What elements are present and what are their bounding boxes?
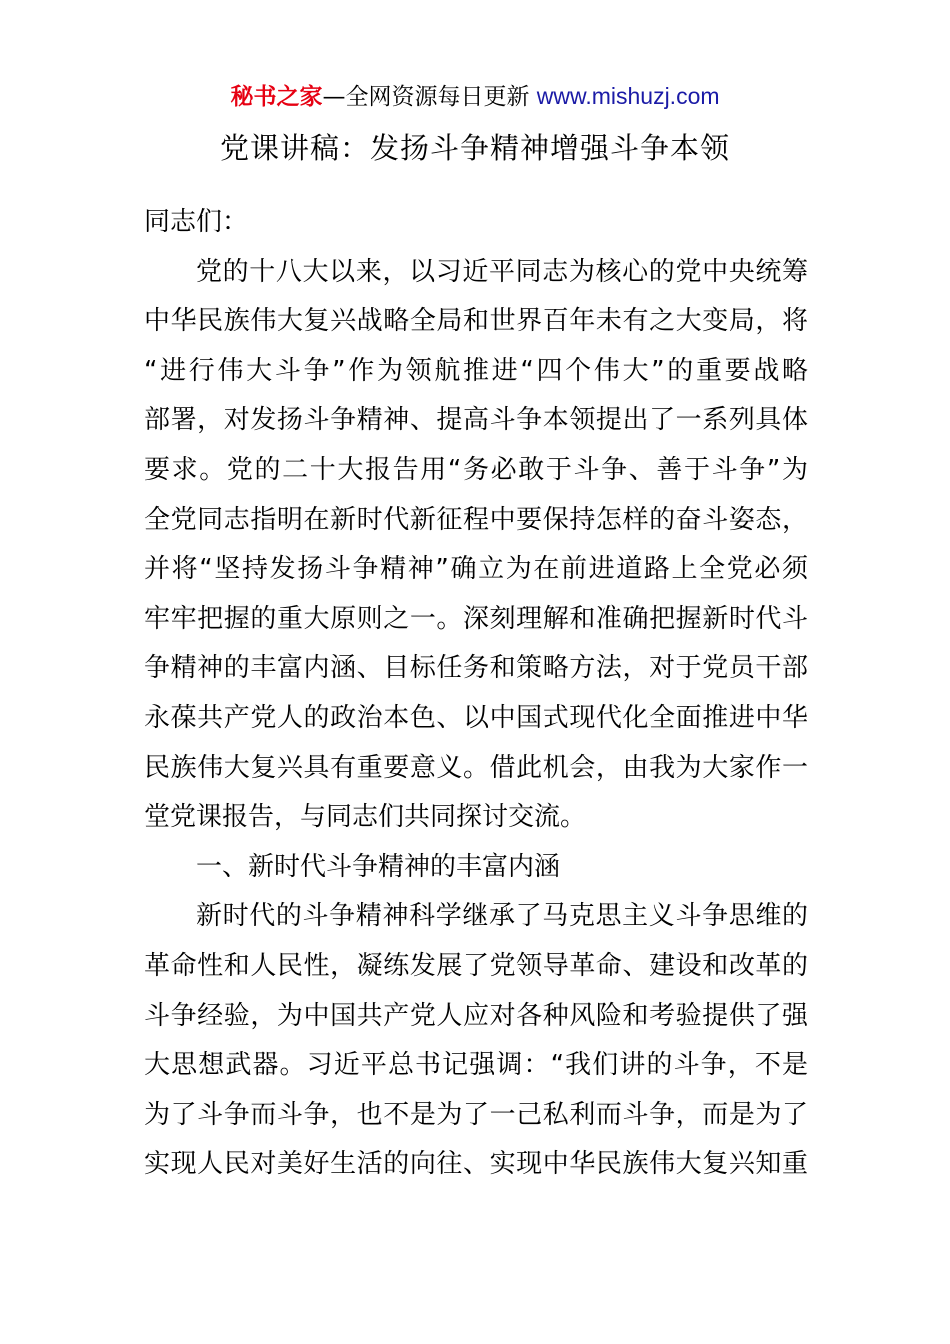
site-header [0,80,950,113]
text-line: 斗争经验，为中国共产党人应对各种风险和考验提供了强 [144,1000,808,1031]
site-url-link[interactable]: www.mishuzj.com [536,83,720,109]
text-line: 堂党课报告，与同志们共同探讨交流。 [144,802,587,833]
text-line: 部署，对发扬斗争精神、提高斗争本领提出了一系列具体 [144,405,808,436]
document-title: 党课讲稿：发扬斗争精神增强斗争本领 [219,131,730,165]
document-body [144,198,808,1190]
text-line: 党的十八大以来，以习近平同志为核心的党中央统筹 [196,256,808,287]
text-line: 新时代的斗争精神科学继承了马克思主义斗争思维的 [196,901,808,932]
section-heading: 一、新时代斗争精神的丰富内涵 [196,851,561,882]
text-line: 全党同志指明在新时代新征程中要保持怎样的奋斗姿态， [144,504,808,535]
salutation: 同志们： [144,207,249,237]
text-line: 实现人民对美好生活的向往、实现中华民族伟大复兴知重 [144,1149,808,1180]
text-line: 并将“坚持发扬斗争精神”确立为在前进道路上全党必须 [144,554,808,585]
text-line: 民族伟大复兴具有重要意义。借此机会，由我为大家作一 [144,752,808,783]
site-brand: 秘书之家 [230,84,323,110]
text-line: 大思想武器。习近平总书记强调：“我们讲的斗争，不是 [144,1050,808,1081]
text-line: 为了斗争而斗争，也不是为了一己私利而斗争，而是为了 [144,1099,808,1130]
text-line: 中华民族伟大复兴战略全局和世界百年未有之大变局，将 [144,306,808,337]
site-tagline: —全网资源每日更新 [322,84,537,110]
text-line: “进行伟大斗争”作为领航推进“四个伟大”的重要战略 [144,355,808,386]
text-line: 永葆共产党人的政治本色、以中国式现代化全面推进中华 [144,702,808,733]
text-line: 革命性和人民性，凝练发展了党领导革命、建设和改革的 [144,950,808,981]
text-line: 争精神的丰富内涵、目标任务和策略方法，对于党员干部 [144,653,808,684]
text-line: 牢牢把握的重大原则之一。深刻理解和准确把握新时代斗 [144,603,808,634]
text-line: 要求。党的二十大报告用“务必敢于斗争、善于斗争”为 [144,454,808,485]
